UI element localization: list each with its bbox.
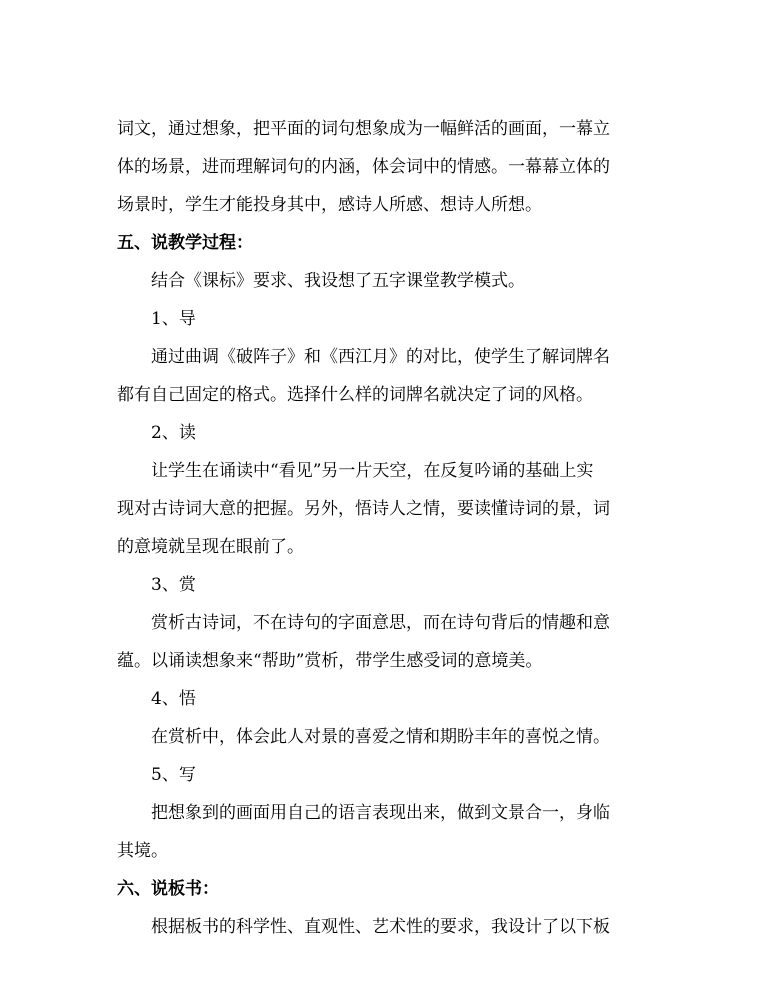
paragraph-line: 把想象到的画面用自己的语言表现出来，做到文景合一，身临 (151, 803, 610, 823)
list-item-heading: 5、写 (151, 765, 196, 785)
list-item-heading: 1、导 (151, 309, 196, 329)
paragraph-line: 场景时，学生才能投身其中，感诗人所感、想诗人所想。 (117, 195, 542, 215)
paragraph-line: 都有自己固定的格式。选择什么样的词牌名就决定了词的风格。 (117, 385, 593, 405)
paragraph-line: 蕴。以诵读想象来“帮助”赏析，带学生感受词的意境美。 (117, 651, 543, 671)
section-heading-6: 六、说板书： (117, 879, 219, 899)
paragraph-line: 根据板书的科学性、直观性、艺术性的要求，我设计了以下板 (151, 917, 610, 937)
paragraph-line: 其境。 (117, 841, 168, 861)
paragraph-line: 体的场景，进而理解词句的内涵，体会词中的情感。一幕幕立体的 (117, 157, 610, 177)
paragraph-line: 的意境就呈现在眼前了。 (117, 537, 304, 557)
paragraph-line: 现对古诗词大意的把握。另外，悟诗人之情，要读懂诗词的景，词 (117, 499, 610, 519)
paragraph-line: 词文，通过想象，把平面的词句想象成为一幅鲜活的画面，一幕立 (117, 119, 610, 139)
paragraph-line: 让学生在诵读中“看见”另一片天空，在反复吟诵的基础上实 (151, 461, 594, 481)
paragraph-line: 结合《课标》要求、我设想了五字课堂教学模式。 (151, 271, 525, 291)
paragraph-line: 通过曲调《破阵子》和《西江月》的对比，使学生了解词牌名 (151, 347, 610, 367)
list-item-heading: 2、读 (151, 423, 196, 443)
list-item-heading: 3、赏 (151, 575, 196, 595)
paragraph-line: 在赏析中，体会此人对景的喜爱之情和期盼丰年的喜悦之情。 (151, 727, 610, 747)
section-heading-5: 五、说教学过程： (117, 233, 253, 253)
paragraph-line: 赏析古诗词，不在诗句的字面意思，而在诗句背后的情趣和意 (151, 613, 610, 633)
list-item-heading: 4、悟 (151, 689, 196, 709)
